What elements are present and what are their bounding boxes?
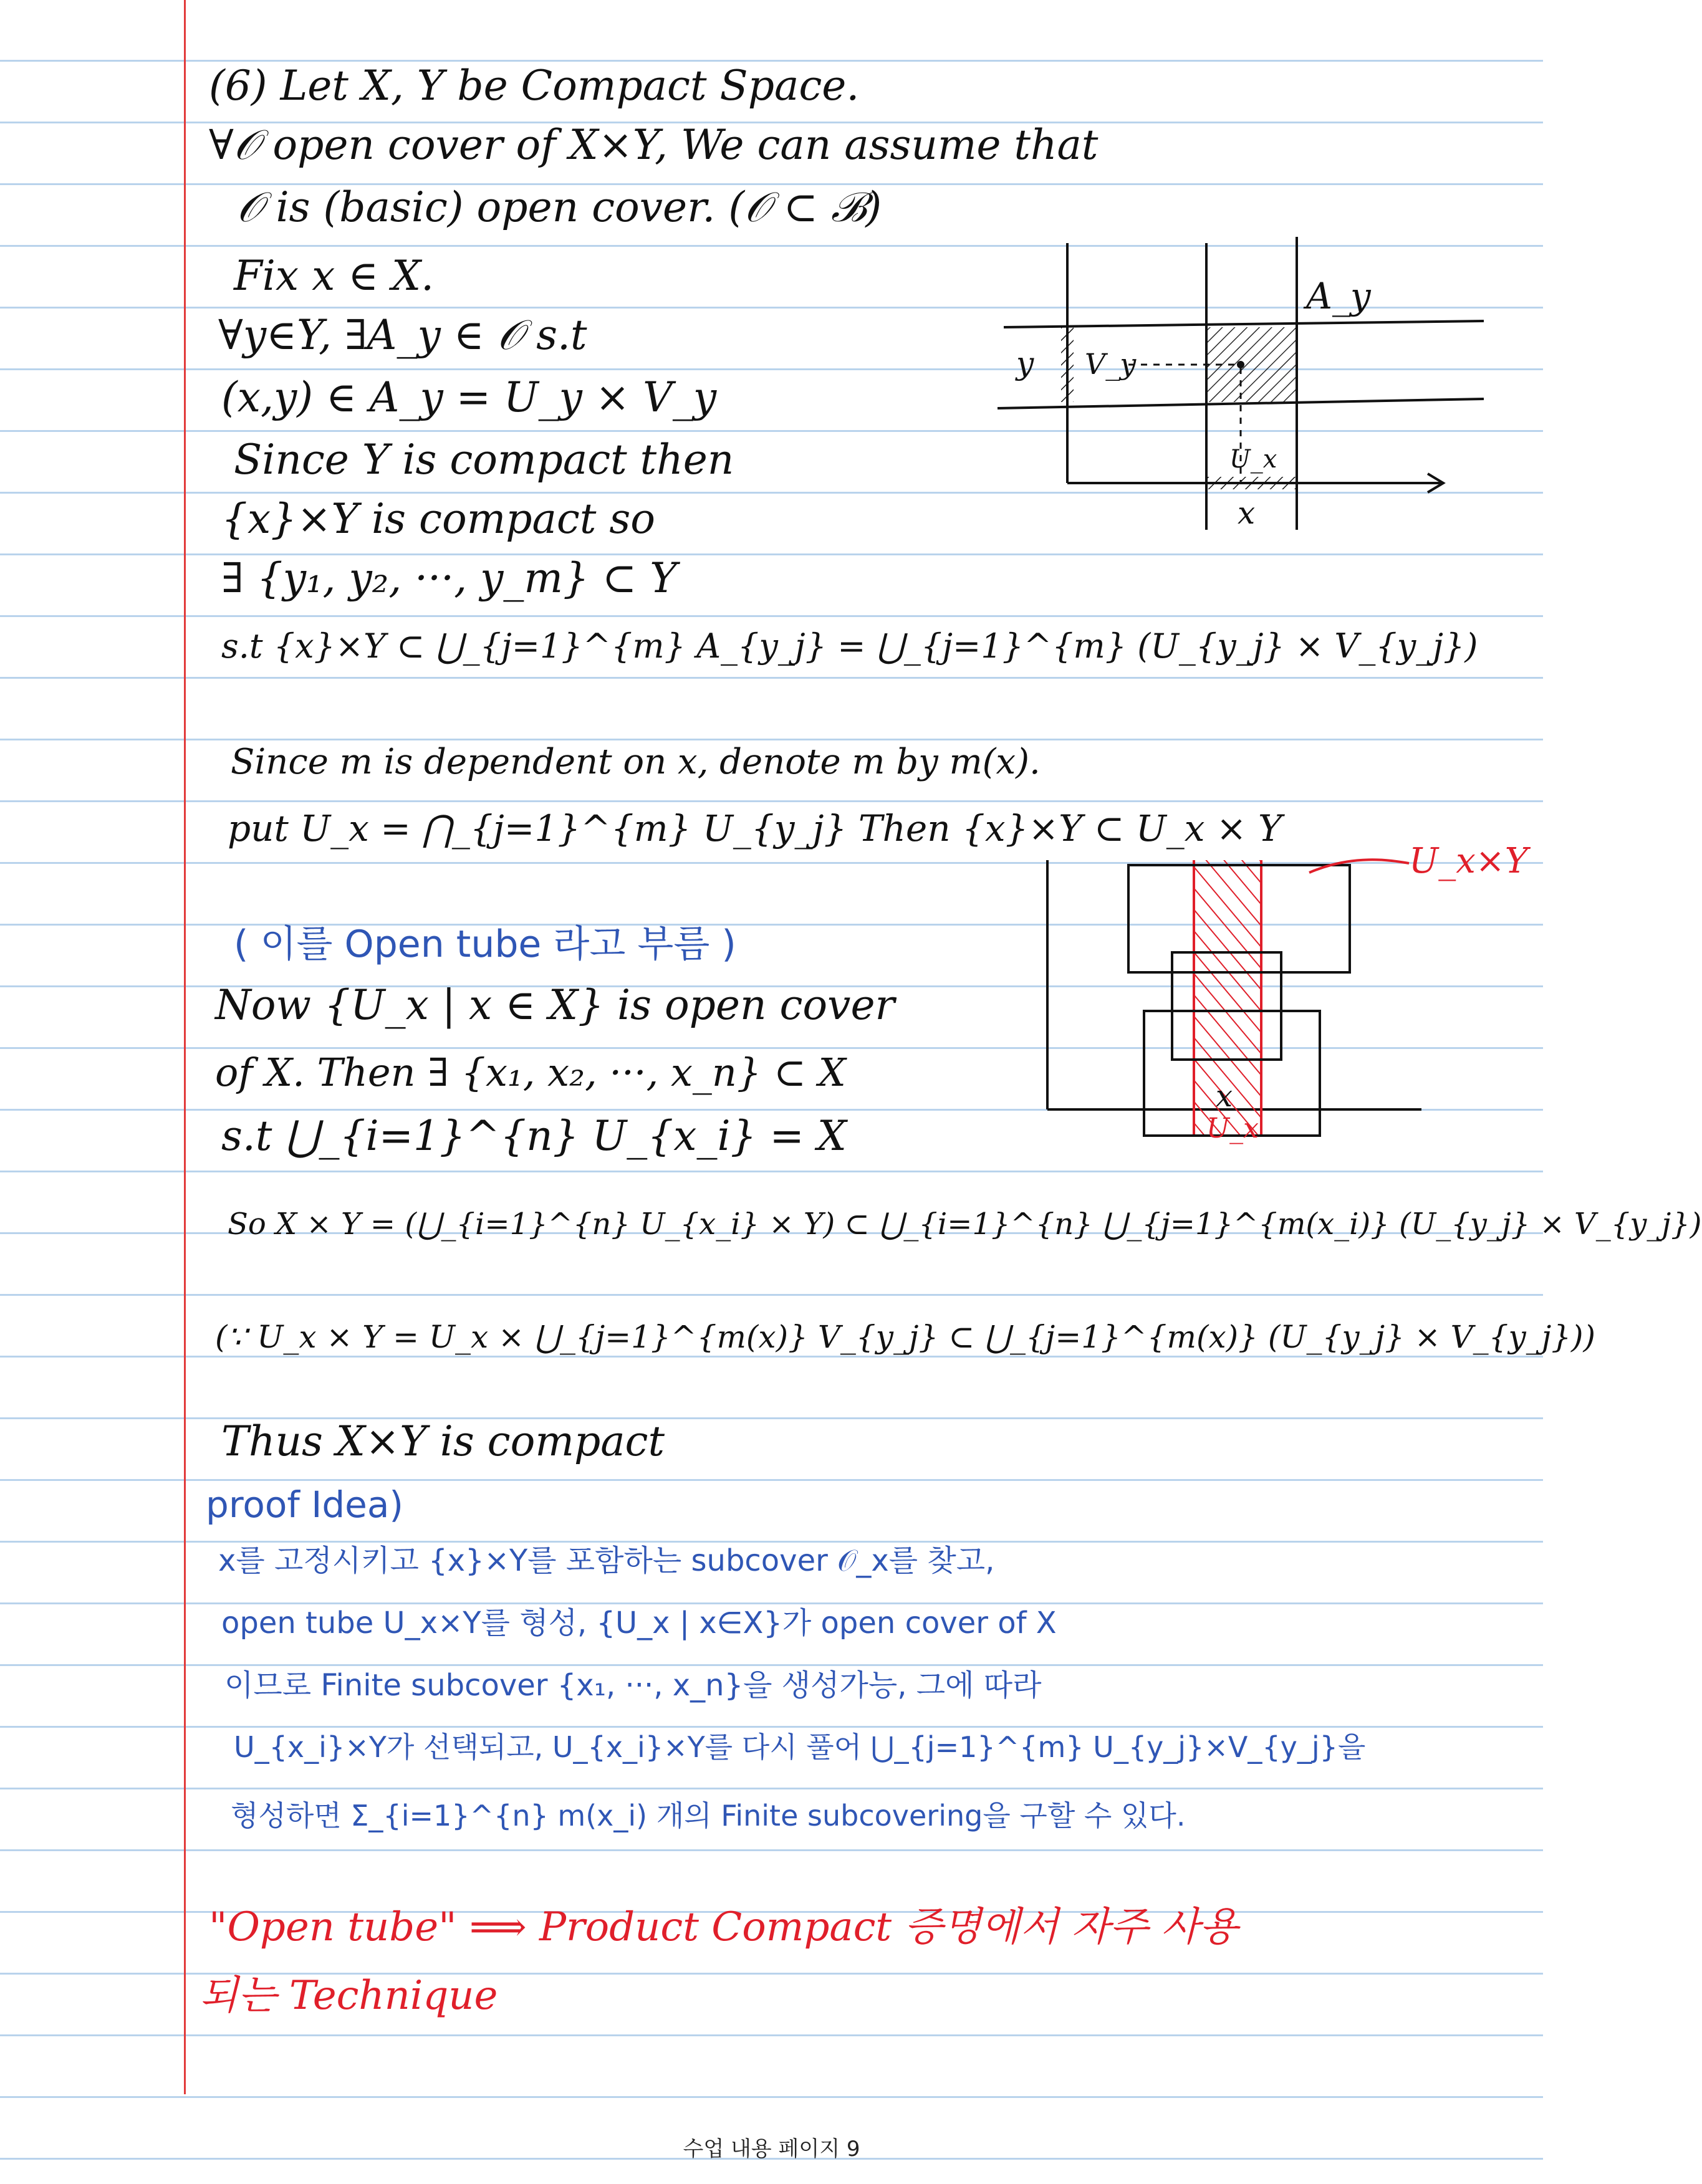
idea-line-3: 이므로 Finite subcover {x₁, ···, x_n}을 생성가능, 그에 따라 [224, 1668, 1042, 1703]
tube-pointer [1309, 860, 1409, 873]
line-title: (6) Let X, Y be Compact Space. [209, 62, 860, 110]
line-union-ux: s.t ⋃_{i=1}^{n} U_{x_i} = X [221, 1112, 847, 1160]
line-exists-ay: ∀y∈Y, ∃A_y ∈ 𝒪 s.t [218, 311, 587, 359]
grid-horizontal-top [1004, 321, 1484, 327]
point-xy [1237, 361, 1244, 368]
label-ay: A_y [1306, 275, 1371, 317]
line-finite-xs: of X. Then ∃ {x₁, x₂, ···, x_n} ⊂ X [215, 1050, 846, 1095]
line-y-compact: Since Y is compact then [234, 436, 734, 484]
remark-line-2: 되는 Technique [200, 1973, 498, 2019]
line-because: (∵ U_x × Y = U_x × ⋃_{j=1}^{m(x)} V_{y_j} ⊂ ⋃_{j=1}^{m(x)} (U_{y_j} × V_{y_j})) [215, 1319, 1596, 1355]
line-conclusion: Thus X×Y is compact [221, 1417, 665, 1465]
tube-label: U_x×Y [1409, 841, 1528, 881]
idea-heading: proof Idea) [206, 1483, 403, 1526]
tube-ux-label: U_x [1206, 1113, 1259, 1144]
label-x: x [1238, 495, 1256, 531]
line-finite-ys: ∃ {y₁, y₂, ···, y_m} ⊂ Y [221, 554, 677, 602]
label-vy: V_y [1085, 347, 1137, 381]
line-m-dependent: Since m is dependent on x, denote m by m(x). [231, 742, 1041, 782]
line-open-cover: ∀𝒪 open cover of X×Y, We can assume that [209, 121, 1099, 169]
idea-line-1: x를 고정시키고 {x}×Y를 포함하는 subcover 𝒪_x를 찾고, [218, 1543, 995, 1578]
label-y: y [1016, 345, 1034, 381]
line-slice-compact: {x}×Y is compact so [221, 495, 655, 543]
line-ux-open-cover: Now {U_x | x ∈ X} is open cover [215, 981, 895, 1029]
figure-ay-rectangle [991, 237, 1490, 561]
idea-line-4: U_{x_i}×Y가 선택되고, U_{x_i}×Y를 다시 풀어 ⋃_{j=1}^{m} U_{y_j}×V_{y_j}을 [234, 1730, 1366, 1764]
margin-line [184, 0, 186, 2094]
remark-line-1: "Open tube" ⟹ Product Compact 증명에서 자주 사용 [209, 1904, 1238, 1950]
line-basic-cover: 𝒪 is (basic) open cover. (𝒪 ⊂ ℬ) [237, 183, 882, 231]
label-ux: U_x [1229, 445, 1277, 474]
figure-open-tube [1041, 835, 1540, 1159]
line-fix-x: Fix x ∈ X. [234, 252, 435, 300]
idea-line-2: open tube U_x×Y를 형성, {U_x | x∈X}가 open cover of X [221, 1606, 1057, 1640]
line-define-ux: put U_x = ⋂_{j=1}^{m} U_{y_j} Then {x}×Y ⊂ U_x × Y [228, 807, 1282, 850]
line-slice-cover: s.t {x}×Y ⊂ ⋃_{j=1}^{m} A_{y_j} = ⋃_{j=1}^{m} (U_{y_j} × V_{y_j}) [221, 626, 1478, 666]
line-product-union: So X × Y = (⋃_{i=1}^{n} U_{x_i} × Y) ⊂ ⋃_{i=1}^{n} ⋃_{j=1}^{m(x_i)} (U_{y_j} × V_{y_j}) [228, 1207, 1702, 1242]
ux-interval-hatch [1206, 477, 1297, 489]
idea-line-5: 형성하면 Σ_{i=1}^{n} m(x_i) 개의 Finite subcovering을 구할 수 있다. [231, 1799, 1186, 1832]
page-footer: 수업 내용 페이지 9 [683, 2137, 860, 2162]
tube-point-x: x [1216, 1079, 1233, 1114]
line-open-tube-note: ( 이를 Open tube 라고 부름 ) [234, 922, 736, 966]
vy-interval-hatch [1061, 327, 1074, 402]
line-ay-product: (x,y) ∈ A_y = U_y × V_y [221, 373, 717, 421]
